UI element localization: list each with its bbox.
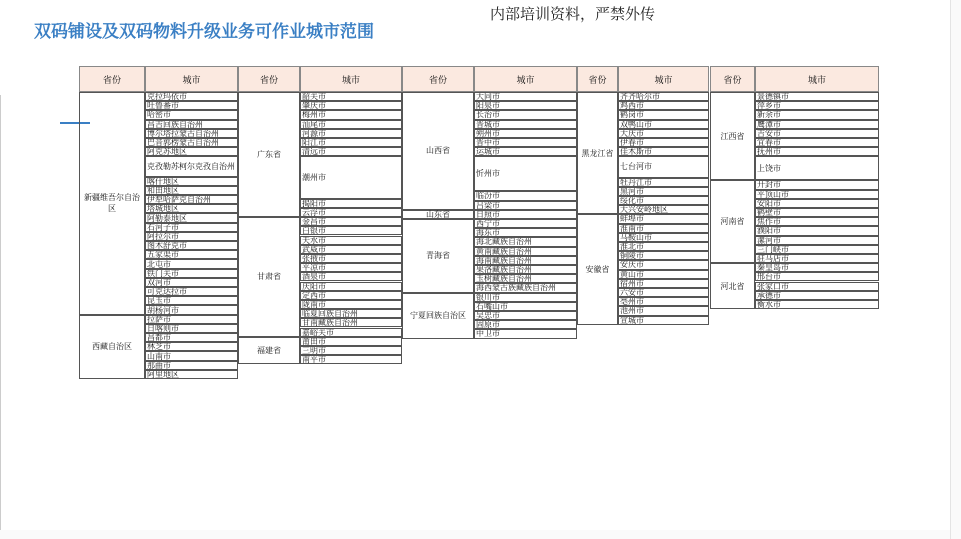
city-cell: 林芝市 — [145, 342, 238, 351]
city-cell: 巴音郭楞蒙古自治州 — [145, 138, 238, 147]
city-cell: 萍乡市 — [755, 101, 879, 110]
header-province: 省份 — [79, 66, 145, 92]
city-cell: 庆阳市 — [300, 282, 402, 291]
city-cell: 新余市 — [755, 110, 879, 119]
city-cell: 阳泉市 — [474, 101, 577, 110]
header-city: 城市 — [474, 66, 577, 92]
city-cell: 晋城市 — [474, 120, 577, 129]
city-cell: 日照市 — [474, 210, 577, 219]
city-cell: 揭阳市 — [300, 199, 402, 208]
city-cell: 黄山市 — [618, 270, 709, 279]
city-cell: 肇庆市 — [300, 101, 402, 110]
right-scroll-strip — [950, 0, 961, 539]
city-cell: 拉萨市 — [145, 315, 238, 324]
city-cell: 果洛藏族自治州 — [474, 265, 577, 274]
province-cell: 青海省 — [402, 219, 474, 293]
page-title: 双码铺设及双码物料升级业务可作业城市范围 — [34, 22, 374, 42]
city-cell: 张家口市 — [755, 282, 879, 291]
header-province: 省份 — [402, 66, 474, 92]
city-cell: 白银市 — [300, 226, 402, 235]
city-cell: 亳州市 — [618, 297, 709, 306]
province-cell: 江西省 — [710, 92, 755, 180]
city-cell: 玉树藏族自治州 — [474, 274, 577, 283]
city-cell: 鹤壁市 — [755, 208, 879, 217]
city-cell: 图木舒克市 — [145, 241, 238, 250]
city-cell: 那曲市 — [145, 361, 238, 370]
city-cell: 胡杨河市 — [145, 305, 238, 314]
city-cell: 铜陵市 — [618, 251, 709, 260]
city-cell: 银川市 — [474, 293, 577, 302]
city-cell: 清远市 — [300, 147, 402, 156]
city-cell: 鹤岗市 — [618, 110, 709, 119]
city-cell: 阿拉尔市 — [145, 232, 238, 241]
city-cell: 邢台市 — [755, 272, 879, 281]
city-cell: 海南藏族自治州 — [474, 256, 577, 265]
city-cell: 伊犁哈萨克自治州 — [145, 195, 238, 204]
city-cell: 蚌埠市 — [618, 214, 709, 223]
left-edge-line — [0, 95, 1, 539]
city-cell: 塔城地区 — [145, 204, 238, 213]
city-cell: 晋中市 — [474, 138, 577, 147]
header-city: 城市 — [755, 66, 879, 92]
city-cell: 鹰潭市 — [755, 120, 879, 129]
city-cell: 马鞍山市 — [618, 233, 709, 242]
city-cell: 甘南藏族自治州 — [300, 318, 402, 327]
city-cell: 大庆市 — [618, 129, 709, 138]
city-cell: 黄南藏族自治州 — [474, 247, 577, 256]
city-cell: 阿克苏地区 — [145, 147, 238, 156]
city-cell: 南平市 — [300, 355, 402, 364]
city-cell: 阿里地区 — [145, 370, 238, 379]
city-cell: 潮州市 — [300, 156, 402, 198]
city-cell: 莆田市 — [300, 337, 402, 346]
city-cell: 和田地区 — [145, 186, 238, 195]
city-cell: 大兴安岭地区 — [618, 205, 709, 214]
city-cell: 濮阳市 — [755, 226, 879, 235]
city-cell: 宣城市 — [618, 316, 709, 325]
city-cell: 宿州市 — [618, 279, 709, 288]
city-cell: 绥化市 — [618, 196, 709, 205]
city-cell: 天水市 — [300, 236, 402, 245]
city-cell: 运城市 — [474, 147, 577, 156]
city-cell: 吐鲁番市 — [145, 101, 238, 110]
city-cell: 临汾市 — [474, 191, 577, 200]
city-cell: 上饶市 — [755, 156, 879, 180]
header-city: 城市 — [300, 66, 402, 92]
province-cell: 山东省 — [402, 210, 474, 219]
city-cell: 阿勒泰地区 — [145, 213, 238, 222]
city-cell: 大同市 — [474, 92, 577, 101]
header-province: 省份 — [710, 66, 755, 92]
province-cell: 甘肃省 — [238, 217, 300, 337]
city-cell: 六安市 — [618, 288, 709, 297]
city-cell: 黑河市 — [618, 187, 709, 196]
city-cell: 吕梁市 — [474, 201, 577, 210]
city-cell: 驻马店市 — [755, 254, 879, 263]
confidential-notice: 内部培训资料，严禁外传 — [490, 5, 656, 23]
city-cell: 秦皇岛市 — [755, 263, 879, 272]
city-cell: 昌吉回族自治州 — [145, 120, 238, 129]
city-cell: 韶关市 — [300, 92, 402, 101]
city-cell: 嘉峪关市 — [300, 328, 402, 337]
city-cell: 汕尾市 — [300, 120, 402, 129]
city-cell: 开封市 — [755, 180, 879, 189]
province-cell: 山西省 — [402, 92, 474, 210]
city-cell: 张掖市 — [300, 254, 402, 263]
city-cell: 可克达拉市 — [145, 287, 238, 296]
province-cell: 新疆维吾尔自治区 — [79, 92, 145, 315]
city-cell: 三明市 — [300, 346, 402, 355]
city-cell: 齐齐哈尔市 — [618, 92, 709, 101]
city-cell: 昌都市 — [145, 333, 238, 342]
province-cell: 西藏自治区 — [79, 315, 145, 379]
city-cell: 克孜勒苏柯尔克孜自治州 — [145, 156, 238, 176]
city-cell: 抚州市 — [755, 147, 879, 156]
city-cell: 石河子市 — [145, 223, 238, 232]
city-cell: 朔州市 — [474, 129, 577, 138]
city-cell: 承德市 — [755, 291, 879, 300]
city-cell: 长治市 — [474, 110, 577, 119]
city-cell: 石嘴山市 — [474, 302, 577, 311]
province-cell: 河北省 — [710, 263, 755, 309]
city-cell: 牡丹江市 — [618, 178, 709, 187]
city-cell: 忻州市 — [474, 156, 577, 191]
province-cell: 宁夏回族自治区 — [402, 293, 474, 339]
city-cell: 双鸭山市 — [618, 120, 709, 129]
city-cell: 佳木斯市 — [618, 147, 709, 156]
city-cell: 安庆市 — [618, 260, 709, 269]
city-cell: 双河市 — [145, 278, 238, 287]
city-cell: 喀什地区 — [145, 177, 238, 186]
city-cell: 海东市 — [474, 228, 577, 237]
city-cell: 三门峡市 — [755, 245, 879, 254]
city-cell: 武威市 — [300, 245, 402, 254]
city-cell: 景德镇市 — [755, 92, 879, 101]
city-cell: 池州市 — [618, 306, 709, 315]
city-cell: 酒泉市 — [300, 272, 402, 281]
province-cell: 福建省 — [238, 337, 300, 365]
city-cell: 陇南市 — [300, 300, 402, 309]
city-cell: 梅州市 — [300, 110, 402, 119]
city-cell: 河源市 — [300, 129, 402, 138]
province-cell: 安徽省 — [577, 214, 618, 324]
city-cell: 海西蒙古族藏族自治州 — [474, 283, 577, 292]
bottom-strip — [0, 530, 950, 539]
city-cell: 五家渠市 — [145, 250, 238, 259]
header-city: 城市 — [145, 66, 238, 92]
city-cell: 西宁市 — [474, 219, 577, 228]
city-cell: 昆玉市 — [145, 296, 238, 305]
city-cell: 平顶山市 — [755, 190, 879, 199]
city-cell: 焦作市 — [755, 217, 879, 226]
city-cell: 临夏回族自治州 — [300, 309, 402, 318]
city-cell: 漯河市 — [755, 236, 879, 245]
city-cell: 平凉市 — [300, 263, 402, 272]
city-cell: 海北藏族自治州 — [474, 237, 577, 246]
province-cell: 广东省 — [238, 92, 300, 217]
province-cell: 黑龙江省 — [577, 92, 618, 214]
city-cell: 日喀则市 — [145, 324, 238, 333]
province-cell: 河南省 — [710, 180, 755, 263]
city-cell: 哈密市 — [145, 110, 238, 119]
city-cell: 北屯市 — [145, 259, 238, 268]
city-cell: 七台河市 — [618, 156, 709, 177]
city-cell: 鸡西市 — [618, 101, 709, 110]
city-cell: 衡水市 — [755, 300, 879, 309]
city-cell: 吴忠市 — [474, 311, 577, 320]
city-cell: 定西市 — [300, 291, 402, 300]
city-cell: 山南市 — [145, 351, 238, 360]
header-city: 城市 — [618, 66, 709, 92]
header-province: 省份 — [238, 66, 300, 92]
city-range-table — [79, 66, 879, 517]
city-cell: 宜春市 — [755, 138, 879, 147]
city-cell: 固原市 — [474, 320, 577, 329]
city-cell: 淮北市 — [618, 242, 709, 251]
header-province: 省份 — [577, 66, 618, 92]
city-cell: 伊春市 — [618, 138, 709, 147]
city-cell: 中卫市 — [474, 329, 577, 338]
city-cell: 铁门关市 — [145, 269, 238, 278]
city-cell: 阳江市 — [300, 138, 402, 147]
city-cell: 安阳市 — [755, 199, 879, 208]
city-cell: 云浮市 — [300, 208, 402, 217]
city-cell: 博尔塔拉蒙古自治州 — [145, 129, 238, 138]
city-cell: 金昌市 — [300, 217, 402, 226]
city-cell: 克拉玛依市 — [145, 92, 238, 101]
city-cell: 淮南市 — [618, 224, 709, 233]
city-cell: 吉安市 — [755, 129, 879, 138]
